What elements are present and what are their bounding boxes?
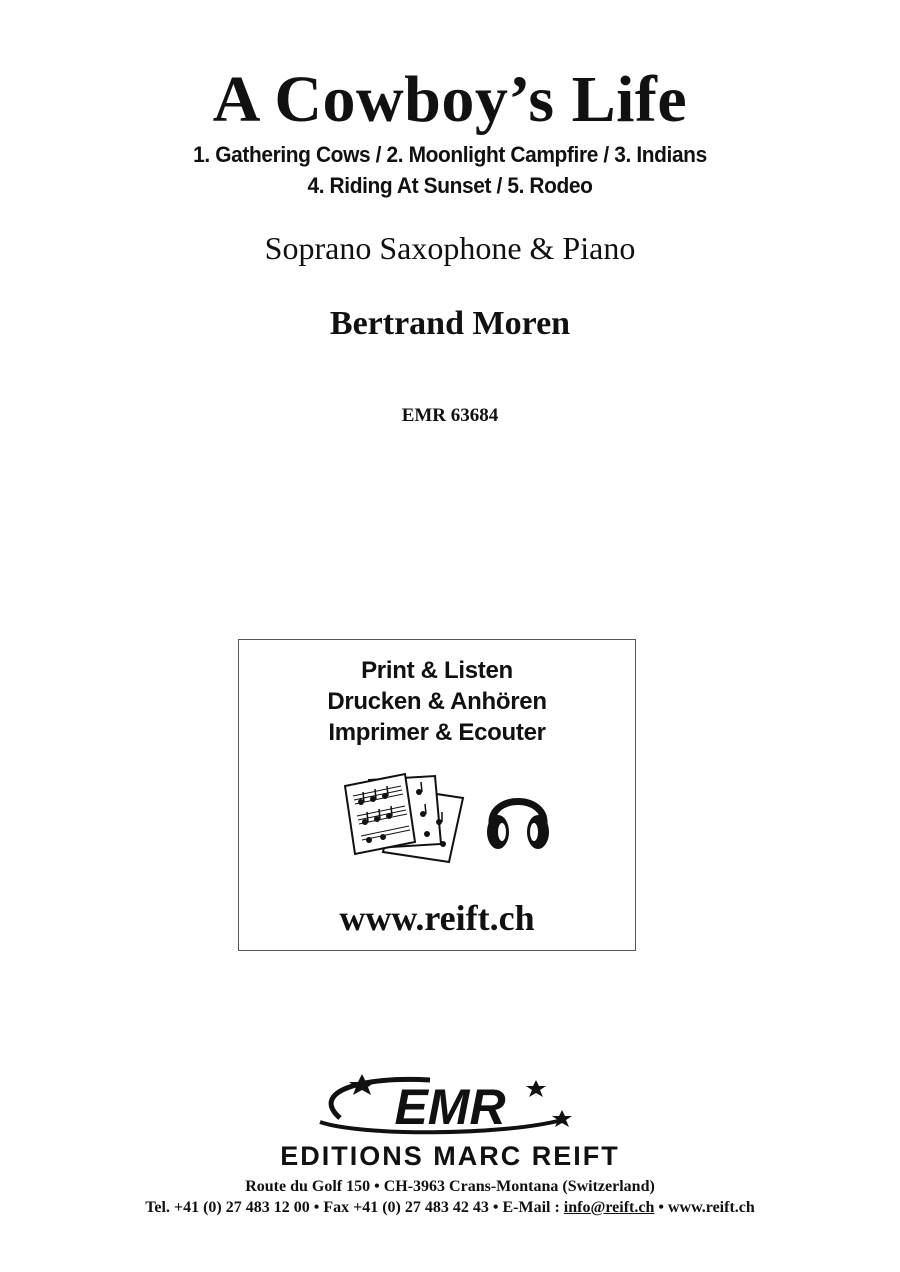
composer-name: Bertrand Moren bbox=[329, 305, 571, 342]
website-url[interactable]: www.reift.ch bbox=[339, 898, 535, 938]
emr-logo bbox=[300, 1072, 600, 1142]
print-listen-box bbox=[238, 639, 636, 951]
instrumentation: Soprano Saxophone & Piano bbox=[264, 230, 636, 266]
movements-line-1: 1. Gathering Cows / 2. Moonlight Campfire / 3. Indians bbox=[193, 142, 707, 167]
publisher-contact bbox=[0, 1198, 900, 1218]
promo-line-print-listen: Print & Listen bbox=[361, 657, 513, 684]
sheet-music-icon bbox=[339, 772, 469, 864]
contact-phone-fax: Tel. +41 (0) 27 483 12 00 • Fax +41 (0) 27 483 42 43 • E-Mail : bbox=[145, 1199, 564, 1216]
publisher-name: EDITIONS MARC REIFT bbox=[280, 1141, 620, 1171]
email-link[interactable]: info@reift.ch bbox=[563, 1199, 655, 1216]
publisher-address: Route du Golf 150 • CH-3963 Crans-Montana (Switzerland) bbox=[245, 1178, 655, 1195]
promo-line-imprimer: Imprimer & Ecouter bbox=[328, 719, 546, 746]
headphones-icon bbox=[484, 780, 552, 854]
contact-website: • www.reift.ch bbox=[654, 1199, 755, 1216]
title: A Cowboy’s Life bbox=[212, 63, 688, 136]
promo-line-drucken: Drucken & Anhören bbox=[327, 688, 547, 715]
logo-text: EMR bbox=[394, 1079, 506, 1135]
movements-line-2: 4. Riding At Sunset / 5. Rodeo bbox=[307, 173, 593, 198]
catalog-number: EMR 63684 bbox=[401, 405, 499, 426]
